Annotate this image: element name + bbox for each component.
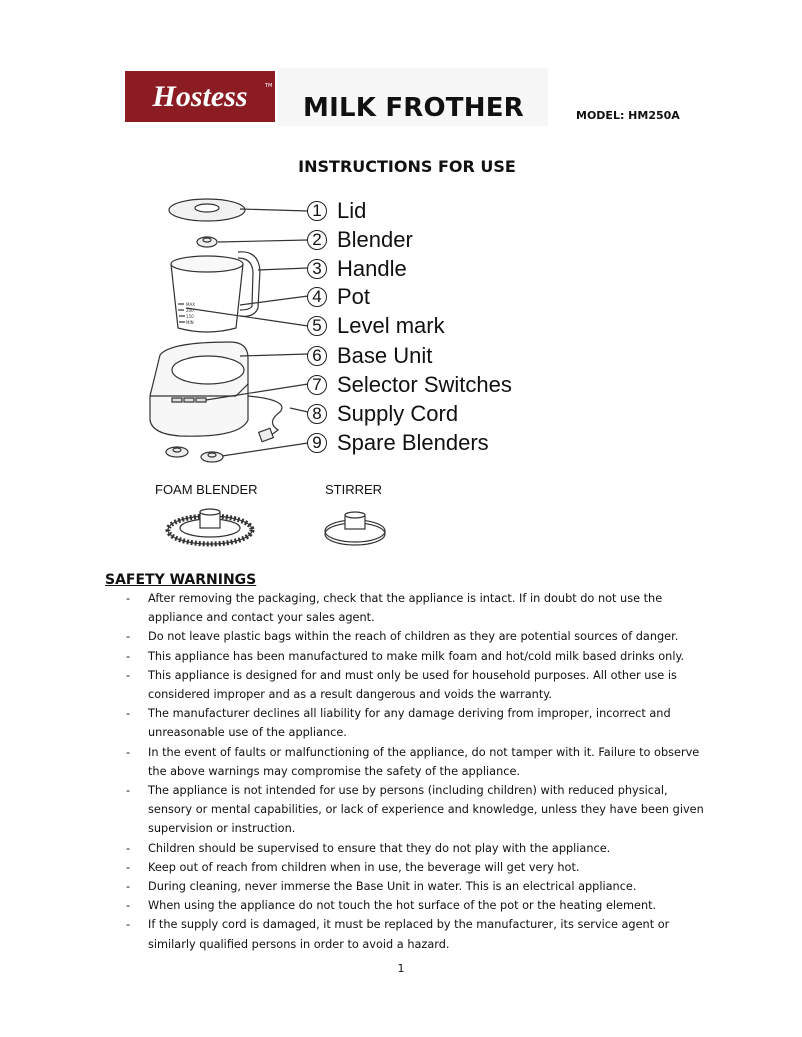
part-label-handle: 3 Handle <box>307 256 407 282</box>
warning-item: - This appliance is designed for and must only be used for household purposes. All other use is considered improper and as a result dangerous and voids the warranty. <box>126 668 677 702</box>
part-label-lid: 1 Lid <box>307 198 366 224</box>
warning-item: - The manufacturer declines all liability for any damage deriving from improper, incorrect and unreasonable use of the appliance. <box>126 707 671 740</box>
brand-wordmark: Hostess <box>152 80 248 113</box>
safety-warnings-list <box>126 589 706 954</box>
part-label-selector-switches: 7 Selector Switches <box>307 372 512 398</box>
level-mark-min: MIN <box>186 320 194 325</box>
warning-item: - When using the appliance do not touch the hot surface of the pot or the heating element. <box>126 899 657 913</box>
base-unit-drawing <box>150 342 248 436</box>
part-label-level-mark: 5 Level mark <box>307 313 445 339</box>
warning-item: - This appliance has been manufactured to make milk foam and hot/cold milk based drinks only. <box>126 649 685 663</box>
page-title: MILK FROTHER <box>303 93 524 123</box>
warning-item: - If the supply cord is damaged, it must be replaced by the manufacturer, its service agent or similarly qualified persons in order to avoid a hazard. <box>126 918 670 951</box>
parts-diagram <box>140 190 320 480</box>
svg-text:TM: TM <box>265 83 273 89</box>
warning-item: - Children should be supervised to ensure that they do not play with the appliance. <box>126 841 611 855</box>
stirrer-drawing <box>320 505 390 550</box>
model-number: MODEL: HM250A <box>576 109 680 122</box>
part-label-supply-cord: 8 Supply Cord <box>307 401 458 427</box>
level-mark-200: 200 <box>186 308 194 313</box>
stirrer-caption: STIRRER <box>325 482 383 497</box>
warning-item: - After removing the packaging, check that the appliance is intact. If in doubt do not use the appliance and contact your sales agent. <box>126 592 663 625</box>
pot-drawing <box>171 252 260 332</box>
brand-logo <box>125 71 275 122</box>
warning-item: - Keep out of reach from children when in use, the beverage will get very hot. <box>126 860 580 874</box>
level-mark-max: MAX <box>186 302 195 307</box>
warning-item: - The appliance is not intended for use by persons (including children) with reduced physical, sensory or mental capabilities, or lack of experience and knowledge, unless they have been given supervision or instruction. <box>126 784 704 836</box>
warning-item: - In the event of faults or malfunctioning of the appliance, do not tamper with it. Failure to observe the above warnings may compromise the safety of the appliance. <box>126 745 700 778</box>
warning-item: - During cleaning, never immerse the Base Unit in water. This is an electrical appliance. <box>126 880 637 894</box>
part-label-base-unit: 6 Base Unit <box>307 343 432 369</box>
safety-warnings-heading: SAFETY WARNINGS <box>105 572 257 588</box>
foam-blender-caption: FOAM BLENDER <box>155 482 258 497</box>
instructions-heading: INSTRUCTIONS FOR USE <box>298 157 516 176</box>
part-label-spare-blenders: 9 Spare Blenders <box>307 430 489 456</box>
level-mark-150: 150 <box>186 314 194 319</box>
hostess-logo-graphic <box>125 71 275 122</box>
part-label-pot: 4 Pot <box>307 284 370 310</box>
page-number: 1 <box>397 962 405 975</box>
foam-blender-drawing <box>162 500 262 550</box>
warning-item: - Do not leave plastic bags within the reach of children as they are potential sources of danger. <box>126 630 679 644</box>
part-label-blender: 2 Blender <box>307 227 413 253</box>
